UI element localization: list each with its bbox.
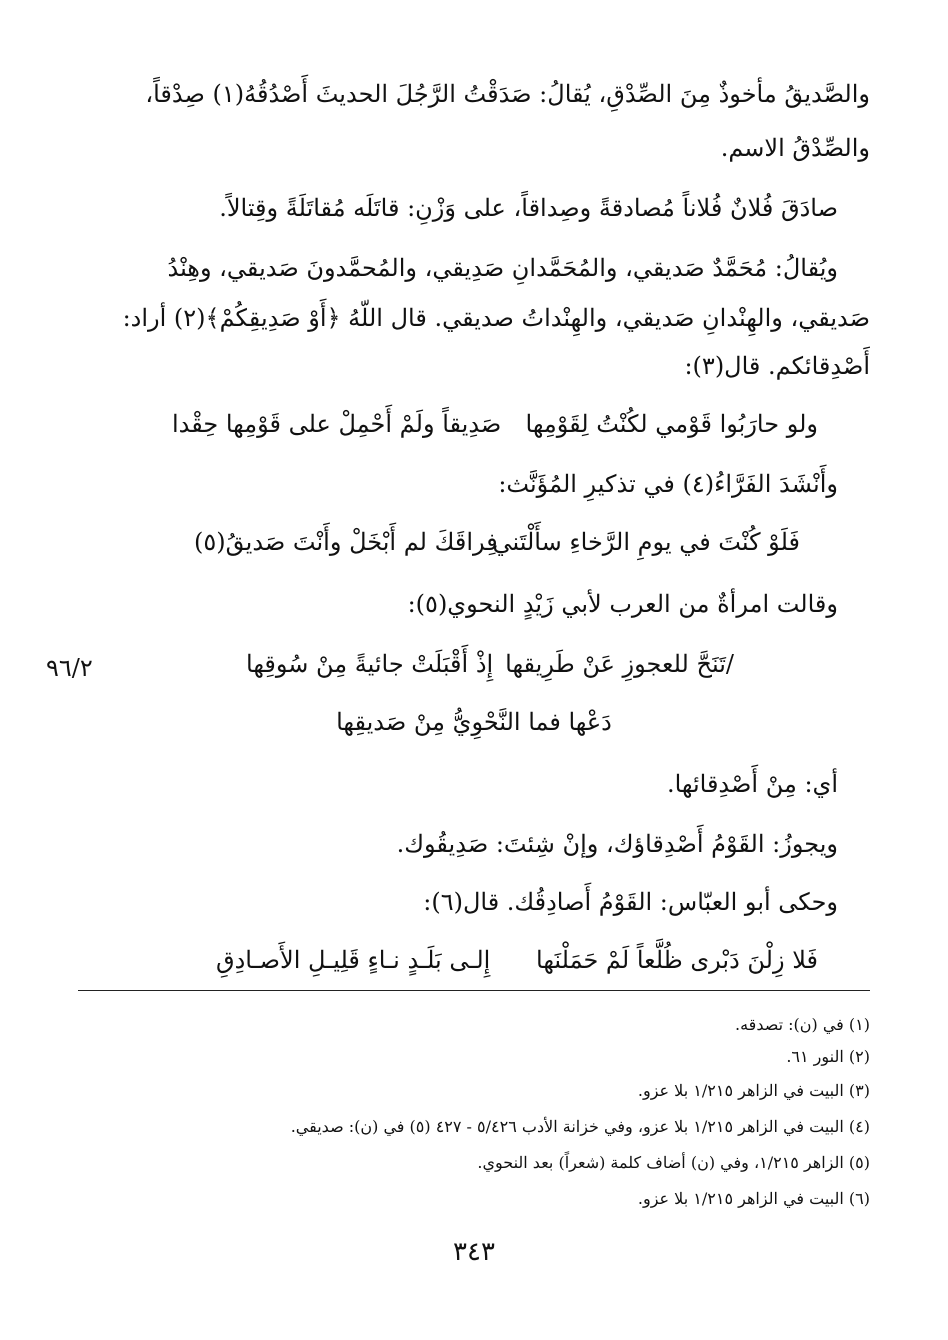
- after-verse-line: أي: مِنْ أَصْدِقائها.: [666, 770, 838, 798]
- verse-2-second-hemistich: فِراقَكَ لم أَبْخَلْ وأَنْتَ صَديقُ(٥): [194, 528, 498, 556]
- body-line-2: والصِّدْقُ الاسم.: [720, 134, 870, 162]
- footnote-1: (١) في (ن): تصدقه.: [735, 1015, 870, 1034]
- footnote-4: (٤) البيت في الزاهر ١/٢١٥ بلا عزو، وفي خزانة الأدب ٥/٤٢٦ - ٤٢٧ (٥) في (ن): صديقي.: [290, 1117, 870, 1136]
- body-line-1: والصَّديقُ مأخوذٌ مِنَ الصِّدْقِ، يُقالُ: صَدَقْتُ الرَّجُلَ الحديثَ أَصْدُقُهُ(١) صِدْقاً،: [145, 80, 870, 108]
- footnote-5: (٥) الزاهر ١/٢١٥، وفي (ن) أضاف كلمة (شعراً) بعد النحوي.: [477, 1153, 870, 1172]
- verse-3-continuation: دَعْها فما النَّحْوِيُّ مِنْ صَديقِها: [336, 708, 612, 736]
- verse-1-second-hemistich: صَدِيقاً ولَمْ أَحْمِلْ على قَوْمِها حِقْدا: [172, 410, 502, 438]
- verse-4-first-hemistich: فَلا زِلْنَ دَبْرى ظُلَّعاً لَمْ حَمَلْنَها: [536, 946, 818, 974]
- footnote-2: (٢) النور ٦١.: [786, 1047, 870, 1066]
- verse-3-first-hemistich: /تَنَحَّ للعجوزِ عَنْ طَرِيقها: [505, 650, 734, 678]
- margin-folio-note: ٩٦/٢: [46, 654, 93, 682]
- footnote-separator: [78, 990, 870, 991]
- verse-2-first-hemistich: فَلَوْ كُنْتَ في يومِ الرَّخاءِ سأَلْتَني: [492, 528, 800, 556]
- allowed-forms-line: ويجوزُ: القَوْمُ أَصْدِقاؤك، وإنْ شِئتَ: صَدِيقُوك.: [396, 830, 838, 858]
- verse-4-second-hemistich: إِلـى بَلَـدٍ نـاءٍ قَلِيـلِ الأَصـادِقِ: [216, 946, 491, 974]
- body-line-6: أَصْدِقائكم. قال(٣):: [684, 352, 870, 380]
- page-number: ٣٤٣: [453, 1237, 495, 1267]
- body-line-5: صَديقي، والهِنْدانِ صَديقي، والهِنْداتُ صديقي. قال اللّهُ ﴿أَوْ صَدِيقِكُمْ﴾(٢) أراد:: [122, 304, 870, 332]
- intro-line-2: وأَنْشَدَ الفَرَّاءُ(٤) في تذكيرِ المُؤَنَّث:: [498, 470, 838, 498]
- verse-3-second-hemistich: إِذْ أَقْبَلَتْ جائيةً مِنْ سُوقِها: [246, 650, 494, 678]
- footnote-3: (٣) البيت في الزاهر ١/٢١٥ بلا عزو.: [637, 1081, 870, 1100]
- body-line-3: صادَقَ فُلانٌ فُلاناً مُصادقةً وصِداقاً، على وَزْنِ: قاتَلَه مُقاتَلَةً وقِتالاً.: [219, 194, 838, 222]
- body-line-4: ويُقالُ: مُحَمَّدٌ صَديقي، والمُحَمَّدانِ صَدِيقي، والمُحمَّدونَ صَديقي، وهِنْدُ: [167, 254, 838, 282]
- footnote-6: (٦) البيت في الزاهر ١/٢١٥ بلا عزو.: [637, 1189, 870, 1208]
- abu-abbas-line: وحكى أبو العبّاس: القَوْمُ أَصادِقُك. قال(٦):: [423, 888, 838, 916]
- verse-1-first-hemistich: ولو حارَبُوا قَوْمي لكُنْتُ لِقَوْمِها: [525, 410, 818, 438]
- intro-line-3: وقالت امرأةٌ من العرب لأبي زَيْدٍ النحوي(٥):: [407, 590, 838, 618]
